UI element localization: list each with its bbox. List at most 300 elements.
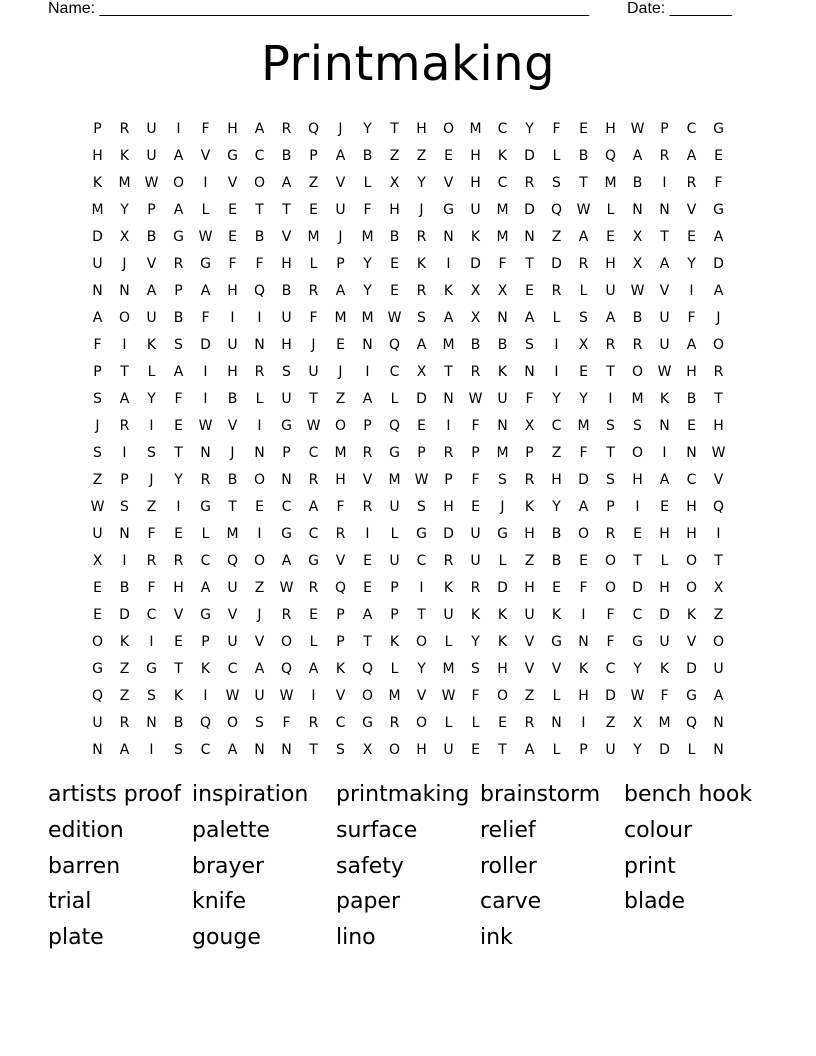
grid-letter: V — [686, 633, 697, 650]
grid-letter: N — [713, 741, 724, 758]
grid-letter: Q — [307, 120, 320, 137]
grid-letter: O — [604, 552, 617, 569]
grid-letter: F — [525, 390, 534, 407]
grid-letter: C — [551, 417, 562, 434]
grid-letter: F — [552, 120, 561, 137]
grid-letter: H — [416, 741, 427, 758]
grid-letter: U — [281, 390, 292, 407]
grid-letter: L — [147, 363, 156, 380]
grid-letter: Z — [119, 660, 130, 677]
grid-letter: A — [281, 552, 292, 569]
grid-letter: I — [446, 255, 451, 272]
grid-letter: P — [282, 444, 291, 461]
grid-letter: M — [334, 309, 347, 326]
grid-letter: V — [713, 471, 724, 488]
grid-letter: G — [497, 525, 508, 542]
grid-letter: A — [308, 660, 319, 677]
grid-letter: S — [255, 714, 264, 731]
grid-letter: H — [281, 336, 292, 353]
grid-letter: E — [255, 498, 264, 515]
grid-letter: M — [118, 174, 131, 191]
grid-letter: H — [497, 660, 508, 677]
grid-letter: B — [227, 471, 238, 488]
grid-letter: Z — [524, 687, 535, 704]
grid-letter: U — [659, 633, 670, 650]
grid-letter: D — [578, 471, 589, 488]
grid-letter: V — [362, 471, 373, 488]
grid-letter: E — [471, 498, 480, 515]
grid-letter: A — [335, 282, 346, 299]
grid-letter: S — [417, 309, 426, 326]
grid-letter: J — [95, 417, 100, 434]
grid-letter: U — [92, 525, 103, 542]
grid-letter: E — [417, 417, 426, 434]
grid-letter: B — [551, 552, 562, 569]
grid-letter: R — [470, 579, 481, 596]
grid-letter: S — [147, 687, 156, 704]
grid-letter: N — [713, 714, 724, 731]
grid-letter: U — [470, 201, 481, 218]
grid-letter: Y — [120, 201, 129, 218]
grid-letter: A — [578, 228, 589, 245]
grid-letter: Z — [254, 579, 265, 596]
grid-letter: Q — [91, 687, 104, 704]
grid-letter: P — [417, 444, 426, 461]
grid-letter: P — [660, 120, 669, 137]
grid-letter: H — [281, 255, 292, 272]
grid-letter: U — [524, 606, 535, 623]
grid-letter: L — [606, 201, 615, 218]
word-search-grid — [84, 115, 732, 763]
grid-letter: G — [713, 120, 724, 137]
grid-letter: D — [632, 579, 643, 596]
grid-letter: R — [416, 282, 427, 299]
grid-letter: N — [497, 309, 508, 326]
grid-letter: U — [146, 147, 157, 164]
grid-letter: A — [200, 579, 211, 596]
grid-letter: O — [496, 687, 509, 704]
grid-letter: I — [365, 363, 370, 380]
grid-letter: E — [714, 147, 723, 164]
grid-letter: F — [336, 498, 345, 515]
grid-letter: P — [93, 120, 102, 137]
grid-letter: U — [92, 714, 103, 731]
grid-letter: K — [335, 660, 346, 677]
grid-letter: C — [686, 471, 697, 488]
grid-letter: I — [149, 633, 154, 650]
grid-letter: P — [363, 417, 372, 434]
grid-letter: V — [227, 174, 238, 191]
word-bank-item: safety — [336, 853, 404, 879]
grid-letter: M — [334, 444, 347, 461]
grid-letter: C — [227, 660, 238, 677]
grid-letter: K — [443, 282, 454, 299]
grid-letter: B — [119, 579, 130, 596]
word-bank-item: blade — [624, 889, 686, 915]
grid-letter: Q — [226, 552, 239, 569]
grid-letter: P — [390, 579, 399, 596]
grid-letter: T — [309, 741, 318, 758]
grid-letter: Z — [713, 606, 724, 623]
grid-letter: A — [416, 336, 427, 353]
grid-letter: N — [659, 201, 670, 218]
grid-letter: I — [554, 363, 559, 380]
grid-letter: X — [524, 417, 535, 434]
grid-letter: A — [146, 282, 157, 299]
grid-letter: A — [362, 390, 373, 407]
grid-letter: T — [282, 201, 291, 218]
grid-letter: X — [389, 174, 400, 191]
grid-letter: G — [632, 633, 643, 650]
grid-letter: C — [308, 525, 319, 542]
grid-letter: I — [257, 309, 262, 326]
grid-letter: K — [497, 606, 508, 623]
grid-letter: K — [686, 606, 697, 623]
grid-letter: V — [416, 687, 427, 704]
word-bank-item: relief — [480, 817, 536, 843]
grid-letter: A — [713, 687, 724, 704]
grid-letter: U — [308, 363, 319, 380]
word-bank-item: print — [624, 853, 676, 879]
grid-letter: R — [524, 471, 535, 488]
grid-letter: R — [308, 282, 319, 299]
grid-letter: O — [604, 579, 617, 596]
grid-letter: X — [470, 309, 481, 326]
grid-letter: N — [254, 336, 265, 353]
grid-letter: E — [471, 741, 480, 758]
grid-letter: H — [524, 579, 535, 596]
word-bank-item: trial — [48, 889, 92, 915]
grid-letter: U — [146, 120, 157, 137]
grid-letter: E — [336, 336, 345, 353]
grid-letter: X — [713, 579, 724, 596]
grid-letter: O — [712, 633, 725, 650]
grid-letter: M — [496, 201, 509, 218]
grid-letter: J — [122, 255, 127, 272]
grid-letter: Y — [525, 120, 534, 137]
grid-letter: Y — [633, 660, 642, 677]
grid-letter: K — [119, 633, 130, 650]
grid-letter: R — [281, 606, 292, 623]
grid-letter: E — [174, 417, 183, 434]
grid-letter: Q — [388, 417, 401, 434]
grid-letter: N — [443, 228, 454, 245]
word-bank-item: paper — [336, 889, 400, 915]
grid-letter: Z — [551, 444, 562, 461]
grid-letter: F — [660, 687, 669, 704]
grid-letter: W — [414, 471, 429, 488]
grid-letter: N — [659, 417, 670, 434]
grid-letter: G — [551, 633, 562, 650]
grid-letter: U — [227, 579, 238, 596]
grid-letter: D — [497, 579, 508, 596]
grid-letter: U — [605, 741, 616, 758]
grid-letter: W — [306, 417, 321, 434]
grid-letter: O — [442, 120, 455, 137]
grid-letter: S — [120, 498, 129, 515]
grid-letter: R — [524, 714, 535, 731]
grid-letter: O — [415, 714, 428, 731]
grid-letter: Q — [550, 201, 563, 218]
grid-letter: U — [92, 255, 103, 272]
grid-letter: T — [606, 363, 615, 380]
grid-letter: S — [606, 417, 615, 434]
grid-letter: P — [390, 606, 399, 623]
grid-letter: V — [335, 552, 346, 569]
grid-letter: W — [630, 687, 645, 704]
grid-letter: F — [579, 444, 588, 461]
grid-letter: W — [144, 174, 159, 191]
grid-letter: J — [338, 120, 343, 137]
grid-letter: J — [338, 228, 343, 245]
grid-letter: Q — [280, 660, 293, 677]
grid-letter: I — [365, 525, 370, 542]
grid-letter: Z — [146, 498, 157, 515]
grid-letter: M — [442, 660, 455, 677]
grid-letter: K — [524, 498, 535, 515]
grid-letter: W — [90, 498, 105, 515]
grid-letter: R — [200, 471, 211, 488]
grid-letter: S — [552, 174, 561, 191]
grid-letter: A — [173, 363, 184, 380]
grid-letter: R — [308, 714, 319, 731]
grid-letter: C — [686, 120, 697, 137]
grid-letter: N — [92, 282, 103, 299]
grid-letter: A — [686, 147, 697, 164]
grid-letter: R — [605, 336, 616, 353]
grid-letter: N — [200, 444, 211, 461]
grid-letter: S — [174, 741, 183, 758]
grid-letter: C — [308, 444, 319, 461]
grid-letter: V — [335, 687, 346, 704]
grid-letter: E — [660, 498, 669, 515]
grid-letter: Q — [199, 714, 212, 731]
grid-letter: F — [687, 309, 696, 326]
grid-letter: T — [525, 255, 534, 272]
grid-letter: K — [497, 363, 508, 380]
grid-letter: T — [444, 363, 453, 380]
grid-letter: F — [174, 390, 183, 407]
grid-letter: A — [443, 309, 454, 326]
grid-letter: B — [146, 228, 157, 245]
grid-letter: I — [257, 417, 262, 434]
grid-letter: S — [579, 309, 588, 326]
word-bank-item: inspiration — [192, 782, 309, 807]
word-bank-item: gouge — [192, 925, 261, 951]
grid-letter: Q — [361, 660, 374, 677]
grid-letter: P — [201, 633, 210, 650]
grid-letter: H — [443, 498, 454, 515]
grid-letter: I — [311, 687, 316, 704]
grid-letter: Q — [604, 147, 617, 164]
grid-letter: L — [309, 633, 318, 650]
grid-letter: S — [417, 498, 426, 515]
grid-letter: F — [147, 525, 156, 542]
grid-letter: N — [254, 741, 265, 758]
grid-letter: N — [524, 228, 535, 245]
grid-letter: V — [146, 255, 157, 272]
grid-letter: F — [498, 255, 507, 272]
grid-letter: C — [281, 498, 292, 515]
grid-letter: L — [552, 309, 561, 326]
grid-letter: J — [230, 444, 235, 461]
grid-letter: S — [525, 336, 534, 353]
grid-letter: A — [713, 282, 724, 299]
grid-letter: L — [579, 282, 588, 299]
grid-letter: M — [91, 201, 104, 218]
grid-letter: N — [146, 714, 157, 731]
grid-letter: V — [551, 660, 562, 677]
grid-letter: K — [146, 336, 157, 353]
grid-letter: O — [361, 687, 374, 704]
grid-letter: N — [578, 633, 589, 650]
grid-letter: R — [308, 579, 319, 596]
grid-letter: Q — [253, 282, 266, 299]
grid-letter: C — [335, 714, 346, 731]
grid-letter: V — [200, 147, 211, 164]
grid-letter: V — [686, 201, 697, 218]
grid-letter: A — [578, 498, 589, 515]
grid-letter: F — [579, 579, 588, 596]
page-title: Printmaking — [260, 36, 556, 92]
grid-letter: I — [689, 282, 694, 299]
grid-letter: N — [632, 201, 643, 218]
grid-letter: R — [119, 417, 130, 434]
grid-letter: I — [203, 687, 208, 704]
grid-letter: E — [363, 579, 372, 596]
grid-letter: D — [551, 255, 562, 272]
grid-letter: R — [119, 714, 130, 731]
grid-letter: E — [390, 282, 399, 299]
grid-letter: N — [119, 525, 130, 542]
grid-letter: F — [228, 255, 237, 272]
grid-letter: G — [308, 552, 319, 569]
grid-letter: K — [497, 147, 508, 164]
grid-letter: F — [471, 687, 480, 704]
grid-letter: Q — [712, 498, 725, 515]
grid-letter: P — [336, 633, 345, 650]
grid-letter: U — [713, 660, 724, 677]
grid-letter: V — [227, 417, 238, 434]
grid-letter: P — [336, 606, 345, 623]
word-bank-item: bench hook — [624, 782, 753, 807]
grid-letter: Z — [92, 471, 103, 488]
grid-letter: H — [227, 120, 238, 137]
grid-letter: R — [632, 336, 643, 353]
grid-letter: L — [660, 552, 669, 569]
grid-letter: T — [363, 633, 372, 650]
grid-letter: M — [658, 714, 671, 731]
grid-letter: E — [633, 525, 642, 542]
grid-letter: V — [335, 174, 346, 191]
grid-letter: A — [308, 498, 319, 515]
grid-letter: Y — [363, 255, 372, 272]
grid-letter: E — [687, 417, 696, 434]
grid-letter: R — [578, 255, 589, 272]
grid-letter: O — [334, 417, 347, 434]
grid-letter: I — [230, 309, 235, 326]
grid-letter: N — [281, 741, 292, 758]
grid-letter: O — [631, 363, 644, 380]
word-bank-item: roller — [480, 853, 537, 879]
grid-letter: K — [551, 606, 562, 623]
grid-letter: O — [631, 444, 644, 461]
grid-letter: M — [631, 390, 644, 407]
grid-letter: A — [119, 741, 130, 758]
grid-letter: L — [201, 201, 210, 218]
grid-letter: O — [253, 174, 266, 191]
grid-letter: I — [662, 174, 667, 191]
grid-letter: I — [554, 336, 559, 353]
grid-letter: Z — [524, 552, 535, 569]
grid-letter: K — [389, 633, 400, 650]
grid-letter: A — [119, 390, 130, 407]
grid-letter: Y — [552, 390, 561, 407]
grid-letter: O — [685, 552, 698, 569]
grid-letter: C — [389, 363, 400, 380]
grid-letter: F — [201, 309, 210, 326]
grid-letter: Z — [389, 147, 400, 164]
grid-letter: Q — [685, 714, 698, 731]
grid-letter: O — [172, 174, 185, 191]
grid-letter: E — [606, 228, 615, 245]
grid-letter: X — [497, 282, 508, 299]
grid-letter: C — [497, 120, 508, 137]
grid-letter: I — [662, 444, 667, 461]
grid-letter: E — [228, 228, 237, 245]
grid-letter: A — [173, 147, 184, 164]
grid-letter: I — [581, 714, 586, 731]
grid-letter: X — [119, 228, 130, 245]
grid-letter: U — [659, 309, 670, 326]
grid-letter: P — [471, 444, 480, 461]
grid-letter: R — [686, 174, 697, 191]
grid-letter: U — [659, 336, 670, 353]
grid-letter: D — [443, 525, 454, 542]
grid-letter: H — [686, 498, 697, 515]
grid-letter: E — [93, 579, 102, 596]
grid-letter: S — [498, 471, 507, 488]
grid-letter: W — [279, 579, 294, 596]
grid-letter: G — [200, 255, 211, 272]
grid-letter: B — [551, 525, 562, 542]
grid-letter: W — [630, 120, 645, 137]
grid-letter: K — [578, 660, 589, 677]
grid-letter: F — [309, 309, 318, 326]
grid-letter: I — [149, 417, 154, 434]
word-bank-item: plate — [48, 925, 104, 951]
grid-letter: N — [443, 390, 454, 407]
grid-letter: U — [443, 741, 454, 758]
grid-letter: O — [226, 714, 239, 731]
grid-letter: V — [254, 633, 265, 650]
grid-letter: G — [173, 228, 184, 245]
grid-letter: H — [659, 579, 670, 596]
grid-letter: B — [362, 147, 373, 164]
grid-letter: A — [254, 660, 265, 677]
grid-letter: P — [93, 363, 102, 380]
grid-letter: G — [227, 147, 238, 164]
grid-letter: O — [253, 552, 266, 569]
grid-letter: Y — [174, 471, 183, 488]
grid-letter: B — [173, 309, 184, 326]
grid-letter: Y — [687, 255, 696, 272]
grid-letter: I — [446, 417, 451, 434]
grid-letter: L — [255, 390, 264, 407]
grid-letter: B — [389, 228, 400, 245]
grid-letter: K — [470, 606, 481, 623]
grid-letter: O — [118, 309, 131, 326]
